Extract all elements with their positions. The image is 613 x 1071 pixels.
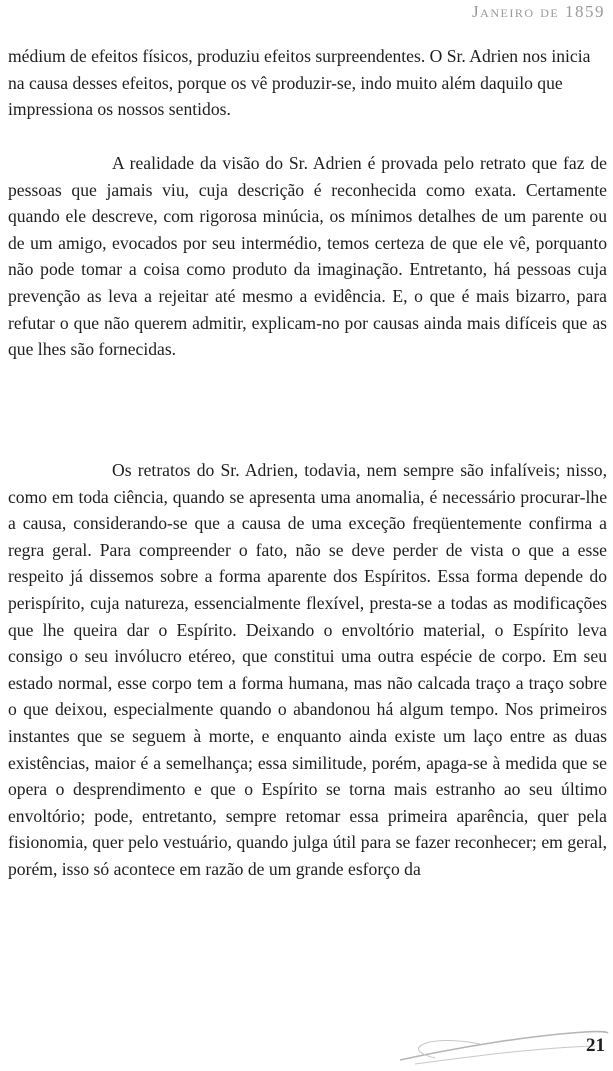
paragraph: Os retratos do Sr. Adrien, todavia, nem sempre são infalíveis; nisso, como em toda ciência, quando se apresenta uma anomalia, é necessário procurar-lhe a causa, considerando-se que a causa de uma exceção freqüentemente confirma a regra geral. Para compreender o fato, não se deve perder de vista o que a esse respeito já dissemos sobre a forma aparente dos Espíritos. Essa forma depende do perispírito, cuja natureza, essencialmente flexível, presta-se a todas as modificações que lhe queira dar o Espírito. Deixando o envoltório material, o Espírito leva consigo o seu invólucro etéreo, que constitui uma outra espécie de corpo. Em seu estado normal, esse corpo tem a forma humana, mas não calcada traço a traço sobre o que deixou, especialmente quando o abandonou há algum tempo. Nos primeiros instantes que se seguem à morte, e enquanto ainda existe um laço entre as duas existências, maior é a semelhança; essa similitude, porém, apaga-se à medida que se opera o desprendimento e que o Espírito se torna mais estranho ao seu último envoltório; pode, entretanto, sempre retomar essa primeira aparência, quer pela fisionomia, quer pelo vestuário, quando julga útil para se fazer reconhecer; em geral, porém, isso só acontece em razão de um grande esforço da <box>8 460 607 879</box>
running-header: Janeiro de 1859 <box>472 2 605 21</box>
paragraph-continuation: médium de efeitos físicos, produziu efeitos surpreendentes. O Sr. Adrien nos inicia na causa desses efeitos, porque os vê produzir-se, indo muito além daquilo que impressiona os nossos sentidos. <box>8 46 591 120</box>
page-number: 21 <box>586 1035 605 1056</box>
paragraph: A realidade da visão do Sr. Adrien é provada pelo retrato que faz de pessoas que jamais viu, cuja descrição é reconhecida como exata. Certamente quando ele descreve, com rigorosa minúcia, os mínimos detalhes de um parente ou de um amigo, evocados por seu intermédio, temos certeza de que ele vê, porquanto não pode tomar a coisa como produto da imaginação. Entretanto, há pessoas cuja prevenção as leva a rejeitar até mesmo a evidência. E, o que é mais bizarro, para refutar o que não querem admitir, explicam-no por causas ainda mais difíceis que as que lhes são fornecidas. <box>8 153 607 360</box>
swoosh-ornament-icon <box>395 1008 610 1068</box>
